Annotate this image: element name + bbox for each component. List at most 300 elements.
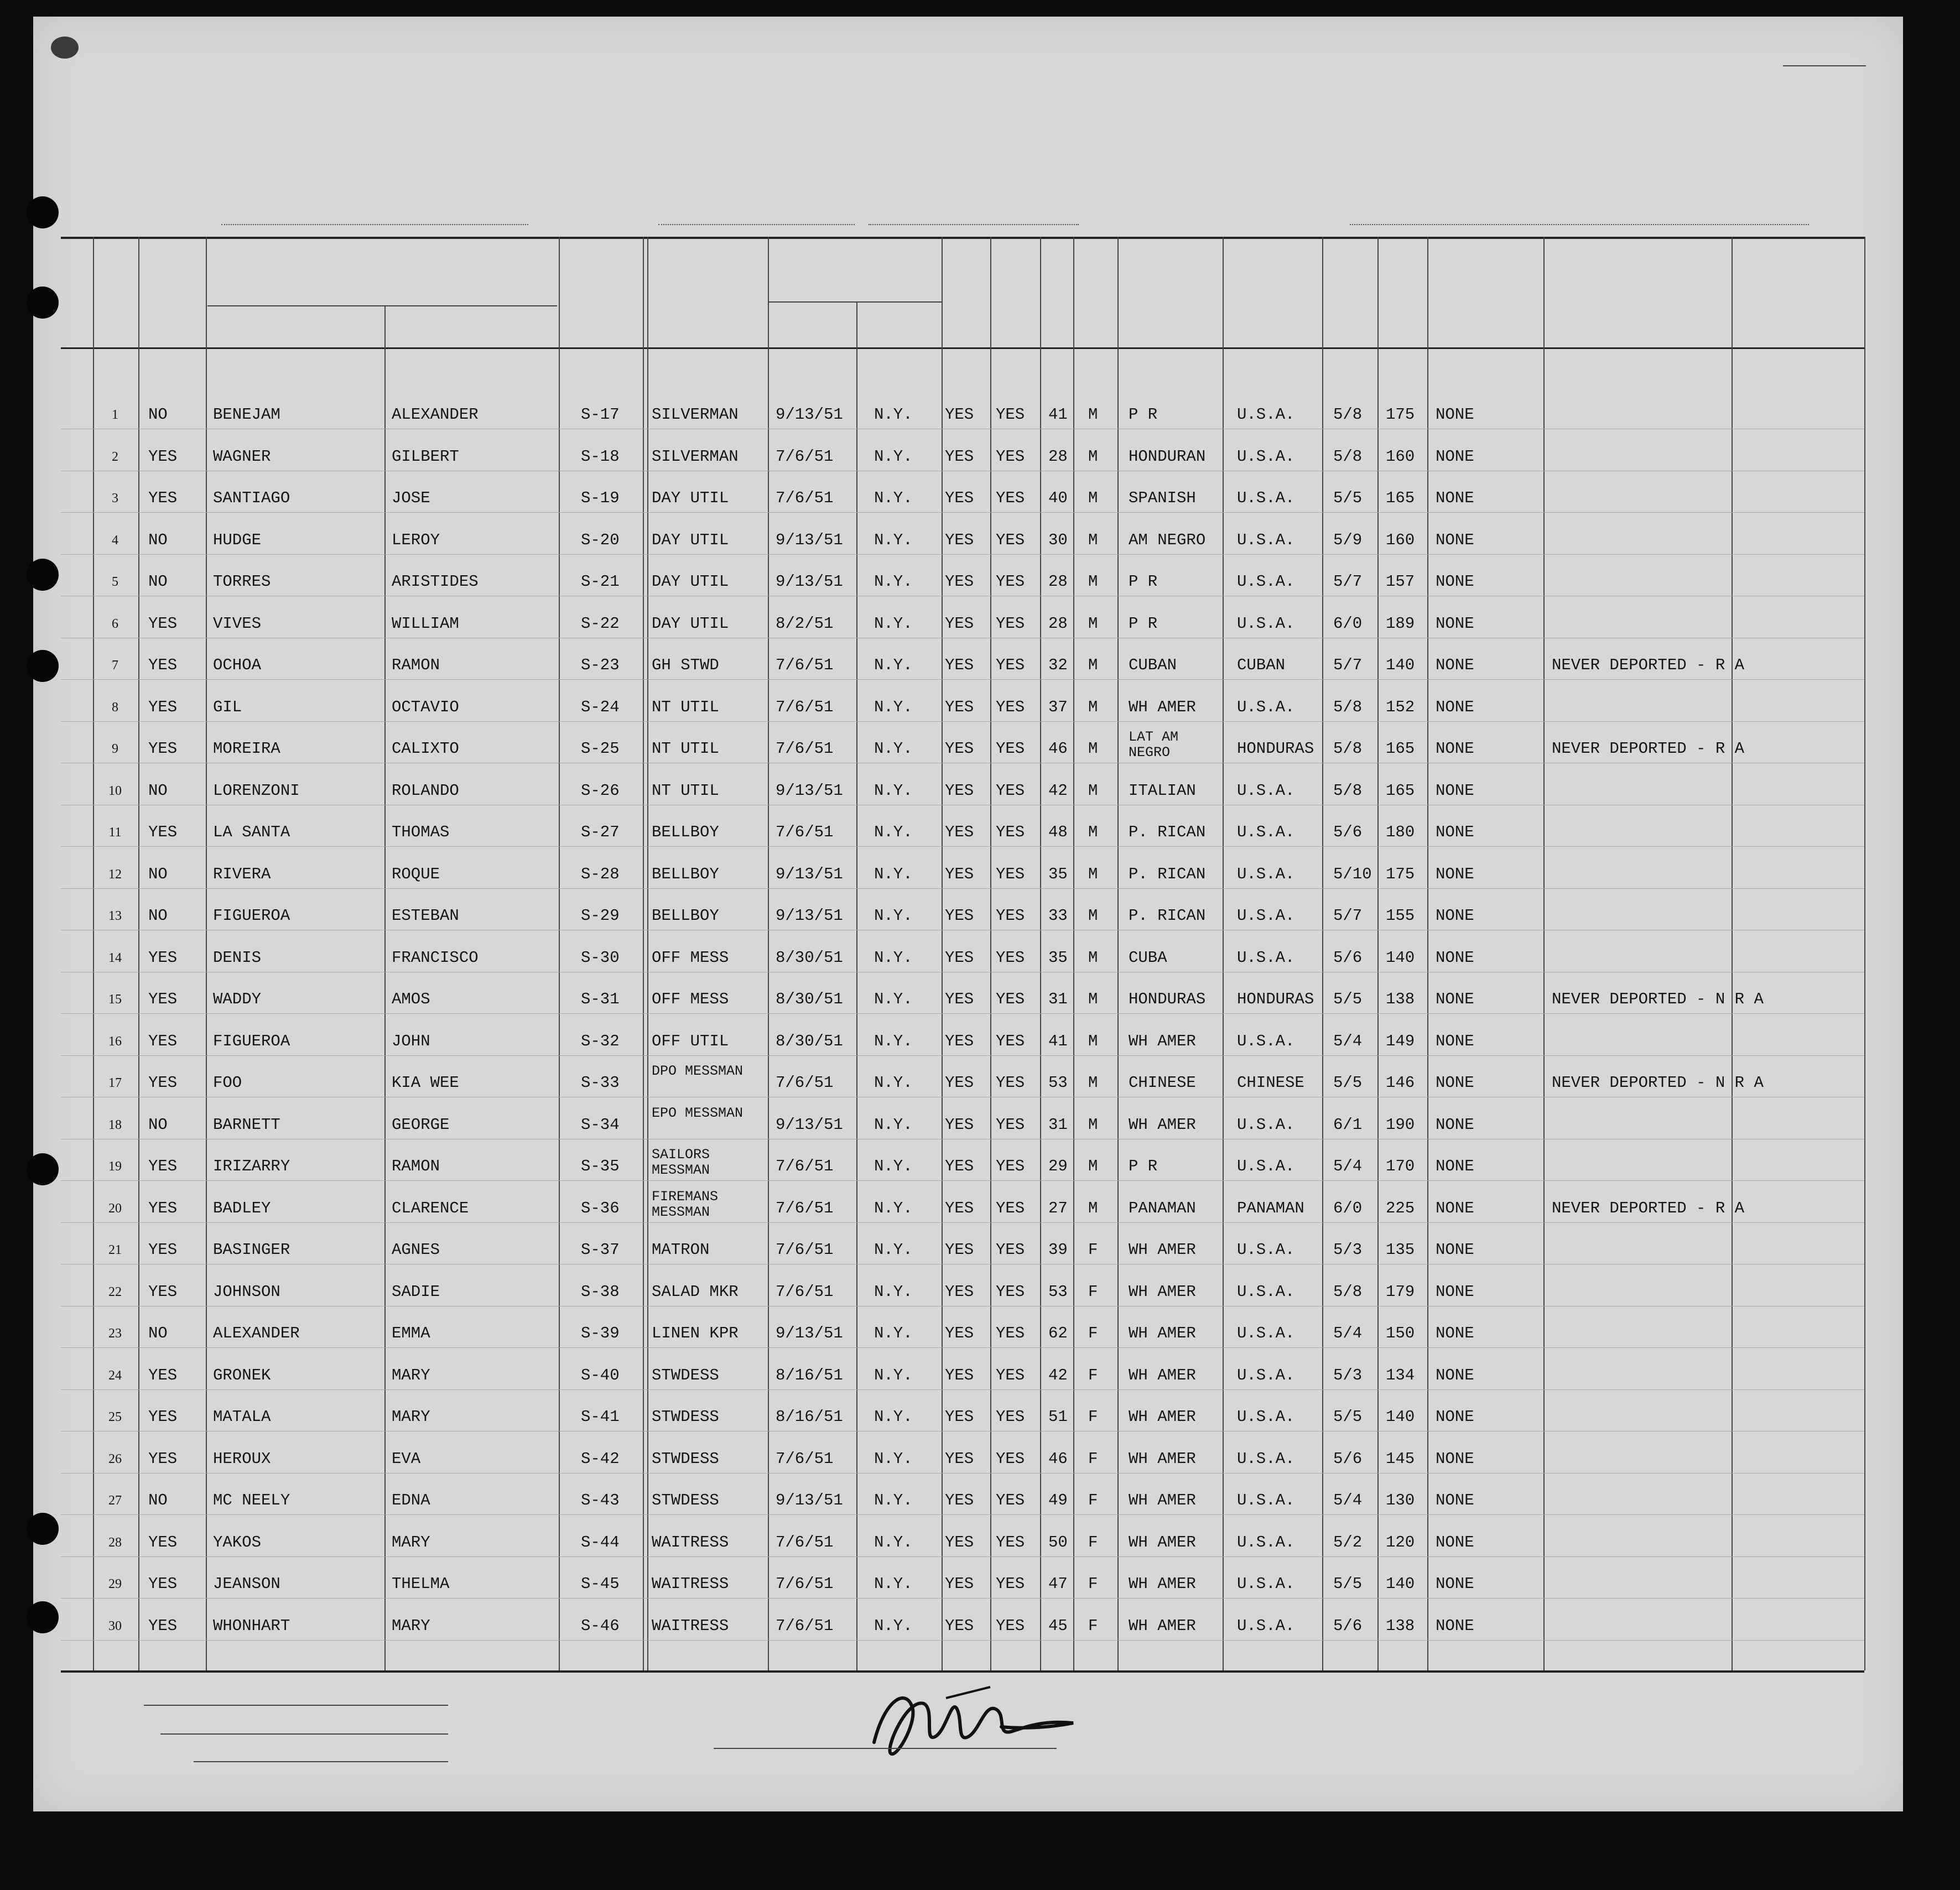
discharged-cell: YES	[945, 572, 974, 591]
shipped-when-cell: 7/6/51	[776, 1449, 834, 1468]
age-cell: 31	[1048, 1115, 1068, 1134]
last-voyage-cell: NO	[148, 781, 168, 800]
weight-cell: 130	[1386, 1491, 1415, 1509]
length-service-cell: S-28	[581, 865, 620, 883]
able-read-cell: YES	[996, 1616, 1025, 1635]
column-divider	[647, 237, 648, 1670]
family-name-cell: MOREIRA	[213, 740, 280, 758]
shipped-where-cell: N.Y.	[874, 1491, 913, 1509]
nationality-cell: U.S.A.	[1237, 1575, 1295, 1593]
able-read-cell: YES	[996, 990, 1025, 1008]
physical-marks-cell: NONE	[1436, 405, 1474, 424]
given-name-cell: AMOS	[392, 990, 430, 1008]
race-cell: P. RICAN	[1129, 907, 1206, 925]
sex-cell: F	[1088, 1449, 1098, 1468]
nationality-cell: U.S.A.	[1237, 530, 1295, 549]
shipped-when-cell: 7/6/51	[776, 823, 834, 841]
remarks-cell: NEVER DEPORTED - R A	[1552, 656, 1745, 674]
column-divider	[856, 301, 857, 1670]
row-number: 25	[108, 1410, 122, 1424]
remarks-cell: NEVER DEPORTED - N R A	[1552, 1074, 1764, 1092]
length-service-cell: S-42	[581, 1449, 620, 1468]
physical-marks-cell: NONE	[1436, 530, 1474, 549]
discharged-cell: YES	[945, 1408, 974, 1426]
column-divider	[643, 237, 644, 1670]
position-cell: SALAD MKR	[652, 1282, 739, 1301]
physical-marks-cell: NONE	[1436, 447, 1474, 466]
nationality-cell: U.S.A.	[1237, 1324, 1295, 1342]
shipped-when-cell: 8/30/51	[776, 948, 843, 967]
weight-cell: 165	[1386, 781, 1415, 800]
length-service-cell: S-25	[581, 740, 620, 758]
column-divider	[384, 305, 386, 1670]
age-cell: 29	[1048, 1157, 1068, 1175]
weight-cell: 190	[1386, 1115, 1415, 1134]
shipped-when-cell: 7/6/51	[776, 447, 834, 466]
family-name-cell: WHONHART	[213, 1616, 290, 1635]
column-divider	[1377, 237, 1379, 1670]
physical-marks-cell: NONE	[1436, 1324, 1474, 1342]
last-voyage-cell: NO	[148, 572, 168, 591]
column-divider	[1223, 237, 1224, 1670]
position-cell: NT UTIL	[652, 740, 719, 758]
height-cell: 5/8	[1333, 740, 1363, 758]
discharged-cell: YES	[945, 1241, 974, 1259]
shipped-where-cell: N.Y.	[874, 1282, 913, 1301]
height-cell: 5/5	[1333, 1408, 1363, 1426]
row-number: 11	[108, 825, 122, 840]
able-read-cell: YES	[996, 614, 1025, 633]
able-read-cell: YES	[996, 405, 1025, 424]
shipped-when-cell: 7/6/51	[776, 1074, 834, 1092]
sex-cell: F	[1088, 1616, 1098, 1635]
discharged-cell: YES	[945, 740, 974, 758]
position-cell: OFF MESS	[652, 990, 729, 1008]
physical-marks-cell: NONE	[1436, 1157, 1474, 1175]
race-cell: P R	[1129, 572, 1158, 591]
last-voyage-cell: YES	[148, 1199, 178, 1217]
nationality-cell: U.S.A.	[1237, 489, 1295, 507]
physical-marks-cell: NONE	[1436, 656, 1474, 674]
shipped-where-cell: N.Y.	[874, 990, 913, 1008]
owners-underline	[160, 1733, 448, 1735]
row-number: 16	[108, 1034, 122, 1049]
physical-marks-cell: NONE	[1436, 907, 1474, 925]
race-cell: WH AMER	[1129, 1241, 1196, 1259]
last-voyage-cell: YES	[148, 1157, 178, 1175]
age-cell: 39	[1048, 1241, 1068, 1259]
nationality-cell: U.S.A.	[1237, 907, 1295, 925]
length-service-cell: S-17	[581, 405, 620, 424]
length-service-cell: S-23	[581, 656, 620, 674]
length-service-cell: S-22	[581, 614, 620, 633]
shipped-where-cell: N.Y.	[874, 948, 913, 967]
able-read-cell: YES	[996, 1199, 1025, 1217]
family-name-cell: JOHNSON	[213, 1282, 280, 1301]
family-name-cell: MC NEELY	[213, 1491, 290, 1509]
shipped-where-cell: N.Y.	[874, 405, 913, 424]
physical-marks-cell: NONE	[1436, 1032, 1474, 1050]
nationality-cell: U.S.A.	[1237, 823, 1295, 841]
row-number: 1	[112, 408, 118, 422]
row-number: 15	[108, 992, 122, 1007]
date-underline	[869, 224, 1079, 225]
height-cell: 5/8	[1333, 405, 1363, 424]
able-read-cell: YES	[996, 1575, 1025, 1593]
race-cell: P. RICAN	[1129, 865, 1206, 883]
height-cell: 5/3	[1333, 1241, 1363, 1259]
height-cell: 5/4	[1333, 1157, 1363, 1175]
discharged-cell: YES	[945, 530, 974, 549]
age-cell: 31	[1048, 990, 1068, 1008]
length-service-cell: S-20	[581, 530, 620, 549]
last-voyage-cell: YES	[148, 1366, 178, 1384]
able-read-cell: YES	[996, 1074, 1025, 1092]
sex-cell: M	[1088, 781, 1098, 800]
sex-cell: M	[1088, 865, 1098, 883]
nationality-cell: U.S.A.	[1237, 697, 1295, 716]
physical-marks-cell: NONE	[1436, 823, 1474, 841]
shipped-when-cell: 8/2/51	[776, 614, 834, 633]
last-voyage-cell: YES	[148, 823, 178, 841]
row-number: 3	[112, 491, 118, 506]
given-name-cell: LEROY	[392, 530, 440, 549]
given-name-cell: MARY	[392, 1366, 430, 1384]
family-name-cell: RIVERA	[213, 865, 271, 883]
position-cell: MATRON	[652, 1241, 710, 1259]
physical-marks-cell: NONE	[1436, 1241, 1474, 1259]
last-voyage-cell: YES	[148, 447, 178, 466]
race-cell: WH AMER	[1129, 1282, 1196, 1301]
shipped-when-cell: 9/13/51	[776, 1491, 843, 1509]
last-voyage-cell: YES	[148, 1032, 178, 1050]
position-cell: OFF MESS	[652, 948, 729, 967]
race-cell: WH AMER	[1129, 1575, 1196, 1593]
able-read-cell: YES	[996, 1533, 1025, 1551]
column-divider	[1040, 237, 1041, 1670]
sex-cell: F	[1088, 1408, 1098, 1426]
position-cell: DAY UTIL	[652, 530, 729, 549]
nationality-cell: U.S.A.	[1237, 1366, 1295, 1384]
able-read-cell: YES	[996, 656, 1025, 674]
family-name-cell: VIVES	[213, 614, 262, 633]
row-rule	[61, 1514, 1864, 1515]
last-voyage-cell: NO	[148, 405, 168, 424]
shipped-where-cell: N.Y.	[874, 907, 913, 925]
table-bottom-border	[61, 1670, 1864, 1673]
able-read-cell: YES	[996, 1115, 1025, 1134]
last-voyage-cell: YES	[148, 1408, 178, 1426]
shipped-when-cell: 9/13/51	[776, 405, 843, 424]
race-cell: SPANISH	[1129, 489, 1196, 507]
row-rule	[61, 1640, 1864, 1641]
age-cell: 35	[1048, 948, 1068, 967]
race-cell: WH AMER	[1129, 1366, 1196, 1384]
inspector-underline	[714, 1748, 1057, 1749]
sex-cell: F	[1088, 1366, 1098, 1384]
nationality-cell: CHINESE	[1237, 1074, 1304, 1092]
shipped-when-cell: 9/13/51	[776, 572, 843, 591]
nationality-cell: U.S.A.	[1237, 1616, 1295, 1635]
race-cell: HONDURAN	[1129, 447, 1206, 466]
position-cell: SILVERMAN	[652, 447, 739, 466]
given-name-cell: RAMON	[392, 656, 440, 674]
row-rule	[61, 512, 1864, 513]
physical-marks-cell: NONE	[1436, 865, 1474, 883]
height-cell: 5/6	[1333, 1616, 1363, 1635]
weight-cell: 175	[1386, 405, 1415, 424]
discharged-cell: YES	[945, 1575, 974, 1593]
age-cell: 47	[1048, 1575, 1068, 1593]
able-read-cell: YES	[996, 948, 1025, 967]
last-voyage-cell: NO	[148, 1324, 168, 1342]
discharged-cell: YES	[945, 447, 974, 466]
family-name-cell: YAKOS	[213, 1533, 262, 1551]
binder-hole	[27, 287, 59, 319]
column-divider	[93, 237, 94, 1670]
port-underline	[1350, 224, 1809, 225]
sex-cell: F	[1088, 1282, 1098, 1301]
weight-cell: 170	[1386, 1157, 1415, 1175]
last-voyage-cell: YES	[148, 740, 178, 758]
position-cell: WAITRESS	[652, 1575, 729, 1593]
height-cell: 5/4	[1333, 1324, 1363, 1342]
shipped-when-cell: 9/13/51	[776, 907, 843, 925]
row-number: 24	[108, 1368, 122, 1383]
column-divider	[768, 237, 769, 1670]
binder-hole	[27, 650, 59, 682]
nationality-cell: U.S.A.	[1237, 572, 1295, 591]
length-service-cell: S-46	[581, 1616, 620, 1635]
nationality-cell: U.S.A.	[1237, 1449, 1295, 1468]
shipped-where-cell: N.Y.	[874, 489, 913, 507]
row-rule	[61, 1222, 1864, 1223]
last-voyage-cell: YES	[148, 614, 178, 633]
row-rule	[61, 1347, 1864, 1348]
shipped-when-cell: 7/6/51	[776, 1241, 834, 1259]
height-cell: 5/5	[1333, 489, 1363, 507]
able-read-cell: YES	[996, 781, 1025, 800]
weight-cell: 145	[1386, 1449, 1415, 1468]
able-read-cell: YES	[996, 530, 1025, 549]
weight-cell: 160	[1386, 530, 1415, 549]
race-cell: WH AMER	[1129, 1408, 1196, 1426]
length-service-cell: S-38	[581, 1282, 620, 1301]
seal-icon	[51, 37, 79, 59]
shipped-where-cell: N.Y.	[874, 1199, 913, 1217]
given-name-cell: FRANCISCO	[392, 948, 479, 967]
able-read-cell: YES	[996, 1324, 1025, 1342]
discharged-cell: YES	[945, 1533, 974, 1551]
height-cell: 5/5	[1333, 1575, 1363, 1593]
sex-cell: M	[1088, 1074, 1098, 1092]
family-name-cell: FIGUEROA	[213, 1032, 290, 1050]
family-name-cell: LA SANTA	[213, 823, 290, 841]
column-divider	[559, 237, 560, 1670]
sex-cell: M	[1088, 405, 1098, 424]
row-rule	[61, 1055, 1864, 1056]
shipped-where-cell: N.Y.	[874, 1408, 913, 1426]
physical-marks-cell: NONE	[1436, 1491, 1474, 1509]
physical-marks-cell: NONE	[1436, 1533, 1474, 1551]
discharged-cell: YES	[945, 1449, 974, 1468]
position-cell: STWDESS	[652, 1366, 719, 1384]
position-cell: DPO MESSMAN	[652, 1063, 744, 1079]
given-name-cell: EDNA	[392, 1491, 430, 1509]
length-service-cell: S-19	[581, 489, 620, 507]
length-service-cell: S-26	[581, 781, 620, 800]
row-number: 29	[108, 1577, 122, 1591]
race-cell: P. RICAN	[1129, 823, 1206, 841]
line-underline	[144, 1705, 448, 1706]
column-divider	[1543, 237, 1545, 1670]
row-number: 2	[112, 449, 118, 464]
discharged-cell: YES	[945, 1282, 974, 1301]
able-read-cell: YES	[996, 1366, 1025, 1384]
physical-marks-cell: NONE	[1436, 990, 1474, 1008]
shipped-where-cell: N.Y.	[874, 1616, 913, 1635]
nationality-cell: U.S.A.	[1237, 1241, 1295, 1259]
discharged-cell: YES	[945, 1324, 974, 1342]
sex-cell: M	[1088, 447, 1098, 466]
height-cell: 5/8	[1333, 447, 1363, 466]
given-name-cell: KIA WEE	[392, 1074, 459, 1092]
discharged-cell: YES	[945, 1032, 974, 1050]
physical-marks-cell: NONE	[1436, 1616, 1474, 1635]
age-cell: 46	[1048, 740, 1068, 758]
nationality-cell: U.S.A.	[1237, 865, 1295, 883]
weight-cell: 138	[1386, 1616, 1415, 1635]
sex-cell: M	[1088, 1157, 1098, 1175]
race-cell: CHINESE	[1129, 1074, 1196, 1092]
family-name-cell: GIL	[213, 697, 242, 716]
binder-hole	[27, 559, 59, 591]
sex-cell: M	[1088, 656, 1098, 674]
row-number: 8	[112, 700, 118, 715]
weight-cell: 134	[1386, 1366, 1415, 1384]
discharged-cell: YES	[945, 656, 974, 674]
last-voyage-cell: NO	[148, 865, 168, 883]
shipped-subheader-line	[769, 301, 942, 303]
row-number: 30	[108, 1618, 122, 1633]
column-divider	[942, 237, 943, 1670]
height-cell: 6/0	[1333, 1199, 1363, 1217]
discharged-cell: YES	[945, 907, 974, 925]
physical-marks-cell: NONE	[1436, 614, 1474, 633]
physical-marks-cell: NONE	[1436, 572, 1474, 591]
length-service-cell: S-44	[581, 1533, 620, 1551]
shipped-where-cell: N.Y.	[874, 447, 913, 466]
last-voyage-cell: YES	[148, 656, 178, 674]
nationality-cell: U.S.A.	[1237, 447, 1295, 466]
shipped-when-cell: 7/6/51	[776, 1533, 834, 1551]
position-cell: OFF UTIL	[652, 1032, 729, 1050]
age-cell: 28	[1048, 572, 1068, 591]
race-cell: WH AMER	[1129, 1324, 1196, 1342]
height-cell: 5/8	[1333, 781, 1363, 800]
row-number: 12	[108, 867, 122, 882]
sheet-underline	[1783, 65, 1866, 66]
length-service-cell: S-45	[581, 1575, 620, 1593]
row-number: 28	[108, 1535, 122, 1550]
given-name-cell: JOSE	[392, 489, 430, 507]
race-cell: HONDURAS	[1129, 990, 1206, 1008]
weight-cell: 157	[1386, 572, 1415, 591]
height-cell: 5/10	[1333, 865, 1372, 883]
physical-marks-cell: NONE	[1436, 1366, 1474, 1384]
race-cell: WH AMER	[1129, 1032, 1196, 1050]
age-cell: 45	[1048, 1616, 1068, 1635]
shipped-when-cell: 9/13/51	[776, 1115, 843, 1134]
able-read-cell: YES	[996, 740, 1025, 758]
family-name-cell: BASINGER	[213, 1241, 290, 1259]
sex-cell: F	[1088, 1324, 1098, 1342]
binder-hole	[27, 1601, 59, 1633]
able-read-cell: YES	[996, 1157, 1025, 1175]
weight-cell: 120	[1386, 1533, 1415, 1551]
sex-cell: M	[1088, 1199, 1098, 1217]
discharged-cell: YES	[945, 1199, 974, 1217]
sex-cell: F	[1088, 1533, 1098, 1551]
row-number: 17	[108, 1076, 122, 1090]
weight-cell: 146	[1386, 1074, 1415, 1092]
age-cell: 41	[1048, 1032, 1068, 1050]
row-number: 10	[108, 783, 122, 798]
shipped-where-cell: N.Y.	[874, 865, 913, 883]
discharged-cell: YES	[945, 405, 974, 424]
given-name-cell: MARY	[392, 1533, 430, 1551]
column-divider	[1322, 237, 1323, 1670]
row-rule	[61, 1598, 1864, 1599]
shipped-when-cell: 8/30/51	[776, 990, 843, 1008]
length-service-cell: S-32	[581, 1032, 620, 1050]
last-voyage-cell: YES	[148, 489, 178, 507]
height-cell: 6/0	[1333, 614, 1363, 633]
family-name-cell: GRONEK	[213, 1366, 271, 1384]
row-number: 14	[108, 950, 122, 965]
column-divider	[990, 237, 991, 1670]
shipped-where-cell: N.Y.	[874, 1533, 913, 1551]
weight-cell: 140	[1386, 1575, 1415, 1593]
given-name-cell: EMMA	[392, 1324, 430, 1342]
physical-marks-cell: NONE	[1436, 1115, 1474, 1134]
weight-cell: 140	[1386, 1408, 1415, 1426]
row-number: 27	[108, 1493, 122, 1508]
age-cell: 28	[1048, 614, 1068, 633]
column-divider	[206, 237, 207, 1670]
weight-cell: 160	[1386, 447, 1415, 466]
position-cell: DAY UTIL	[652, 614, 729, 633]
sex-cell: M	[1088, 489, 1098, 507]
race-cell: P R	[1129, 614, 1158, 633]
last-voyage-cell: NO	[148, 1115, 168, 1134]
family-name-cell: BADLEY	[213, 1199, 271, 1217]
age-cell: 27	[1048, 1199, 1068, 1217]
sex-cell: M	[1088, 948, 1098, 967]
row-number: 18	[108, 1117, 122, 1132]
column-divider	[138, 237, 139, 1670]
weight-cell: 140	[1386, 656, 1415, 674]
age-cell: 51	[1048, 1408, 1068, 1426]
remarks-cell: NEVER DEPORTED - R A	[1552, 1199, 1745, 1217]
family-name-cell: OCHOA	[213, 656, 262, 674]
length-service-cell: S-34	[581, 1115, 620, 1134]
sex-cell: M	[1088, 990, 1098, 1008]
row-number: 19	[108, 1159, 122, 1174]
shipped-when-cell: 7/6/51	[776, 656, 834, 674]
given-name-cell: MARY	[392, 1408, 430, 1426]
shipped-when-cell: 7/6/51	[776, 1575, 834, 1593]
